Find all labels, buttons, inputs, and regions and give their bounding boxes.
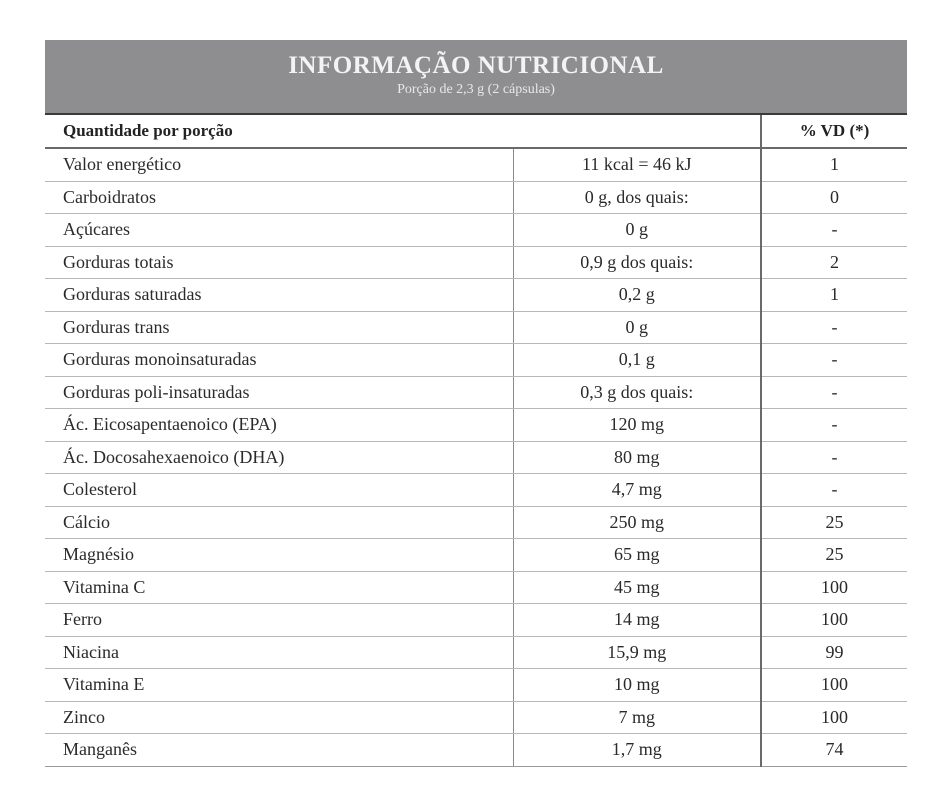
nutrient-name: Gorduras monoinsaturadas bbox=[45, 344, 513, 377]
nutrient-name: Ferro bbox=[45, 604, 513, 637]
table-row bbox=[45, 669, 907, 702]
nutrient-name: Ác. Docosahexaenoico (DHA) bbox=[45, 441, 513, 474]
nutrient-amount: 250 mg bbox=[513, 506, 761, 539]
nutrient-vd: - bbox=[761, 376, 907, 409]
nutrient-vd: 74 bbox=[761, 734, 907, 767]
nutrient-name: Gorduras totais bbox=[45, 246, 513, 279]
table-row bbox=[45, 701, 907, 734]
table-body bbox=[45, 148, 907, 766]
nutrient-amount: 0,2 g bbox=[513, 279, 761, 312]
nutrient-amount: 10 mg bbox=[513, 669, 761, 702]
nutrient-amount: 14 mg bbox=[513, 604, 761, 637]
table-row bbox=[45, 571, 907, 604]
nutrient-amount: 0 g bbox=[513, 214, 761, 247]
table-row bbox=[45, 474, 907, 507]
table-row bbox=[45, 181, 907, 214]
nutrition-facts-panel bbox=[45, 40, 907, 767]
nutrient-amount: 80 mg bbox=[513, 441, 761, 474]
nutrient-name: Açúcares bbox=[45, 214, 513, 247]
nutrient-amount: 7 mg bbox=[513, 701, 761, 734]
table-row bbox=[45, 409, 907, 442]
nutrient-vd: 1 bbox=[761, 148, 907, 181]
table-header-row bbox=[45, 114, 907, 148]
nutrient-vd: 25 bbox=[761, 539, 907, 572]
nutrient-name: Vitamina E bbox=[45, 669, 513, 702]
nutrient-vd: - bbox=[761, 409, 907, 442]
nutrient-name: Colesterol bbox=[45, 474, 513, 507]
nutrient-amount: 0,9 g dos quais: bbox=[513, 246, 761, 279]
nutrient-name: Manganês bbox=[45, 734, 513, 767]
nutrient-vd: - bbox=[761, 311, 907, 344]
table-row bbox=[45, 246, 907, 279]
nutrient-name: Gorduras poli-insaturadas bbox=[45, 376, 513, 409]
nutrient-name: Gorduras saturadas bbox=[45, 279, 513, 312]
nutrient-vd: 100 bbox=[761, 701, 907, 734]
table-row bbox=[45, 636, 907, 669]
table-row bbox=[45, 311, 907, 344]
nutrient-vd: 1 bbox=[761, 279, 907, 312]
nutrient-name: Carboidratos bbox=[45, 181, 513, 214]
table-row bbox=[45, 344, 907, 377]
table-row bbox=[45, 148, 907, 181]
serving-size: Porção de 2,3 g (2 cápsulas) bbox=[397, 82, 555, 97]
table-row bbox=[45, 539, 907, 572]
nutrient-vd: 100 bbox=[761, 604, 907, 637]
nutrient-amount: 0,3 g dos quais: bbox=[513, 376, 761, 409]
table-row bbox=[45, 214, 907, 247]
nutrient-amount: 4,7 mg bbox=[513, 474, 761, 507]
table-row bbox=[45, 279, 907, 312]
nutrient-vd: 99 bbox=[761, 636, 907, 669]
table-row bbox=[45, 734, 907, 767]
nutrient-vd: - bbox=[761, 344, 907, 377]
nutrient-vd: - bbox=[761, 214, 907, 247]
nutrient-name: Niacina bbox=[45, 636, 513, 669]
nutrient-name: Vitamina C bbox=[45, 571, 513, 604]
nutrient-name: Magnésio bbox=[45, 539, 513, 572]
nutrient-amount: 0 g, dos quais: bbox=[513, 181, 761, 214]
nutrient-amount: 15,9 mg bbox=[513, 636, 761, 669]
nutrient-name: Zinco bbox=[45, 701, 513, 734]
nutrient-vd: 100 bbox=[761, 669, 907, 702]
header-quantity: Quantidade por porção bbox=[45, 114, 761, 148]
nutrient-name: Ác. Eicosapentaenoico (EPA) bbox=[45, 409, 513, 442]
table-row bbox=[45, 506, 907, 539]
table-row bbox=[45, 441, 907, 474]
nutrient-vd: 0 bbox=[761, 181, 907, 214]
nutrient-name: Gorduras trans bbox=[45, 311, 513, 344]
label-title: INFORMAÇÃO NUTRICIONAL bbox=[288, 52, 664, 79]
header-vd: % VD (*) bbox=[761, 114, 907, 148]
table-row bbox=[45, 604, 907, 637]
nutrient-amount: 0 g bbox=[513, 311, 761, 344]
nutrient-amount: 11 kcal = 46 kJ bbox=[513, 148, 761, 181]
nutrient-amount: 1,7 mg bbox=[513, 734, 761, 767]
table-row bbox=[45, 376, 907, 409]
nutrient-vd: 100 bbox=[761, 571, 907, 604]
nutrient-vd: - bbox=[761, 441, 907, 474]
nutrient-amount: 65 mg bbox=[513, 539, 761, 572]
nutrient-amount: 0,1 g bbox=[513, 344, 761, 377]
nutrient-name: Valor energético bbox=[45, 148, 513, 181]
nutrient-vd: 25 bbox=[761, 506, 907, 539]
nutrient-amount: 45 mg bbox=[513, 571, 761, 604]
nutrient-vd: - bbox=[761, 474, 907, 507]
nutrient-vd: 2 bbox=[761, 246, 907, 279]
nutrient-amount: 120 mg bbox=[513, 409, 761, 442]
nutrient-name: Cálcio bbox=[45, 506, 513, 539]
nutrition-table bbox=[45, 113, 907, 767]
title-bar bbox=[45, 40, 907, 113]
